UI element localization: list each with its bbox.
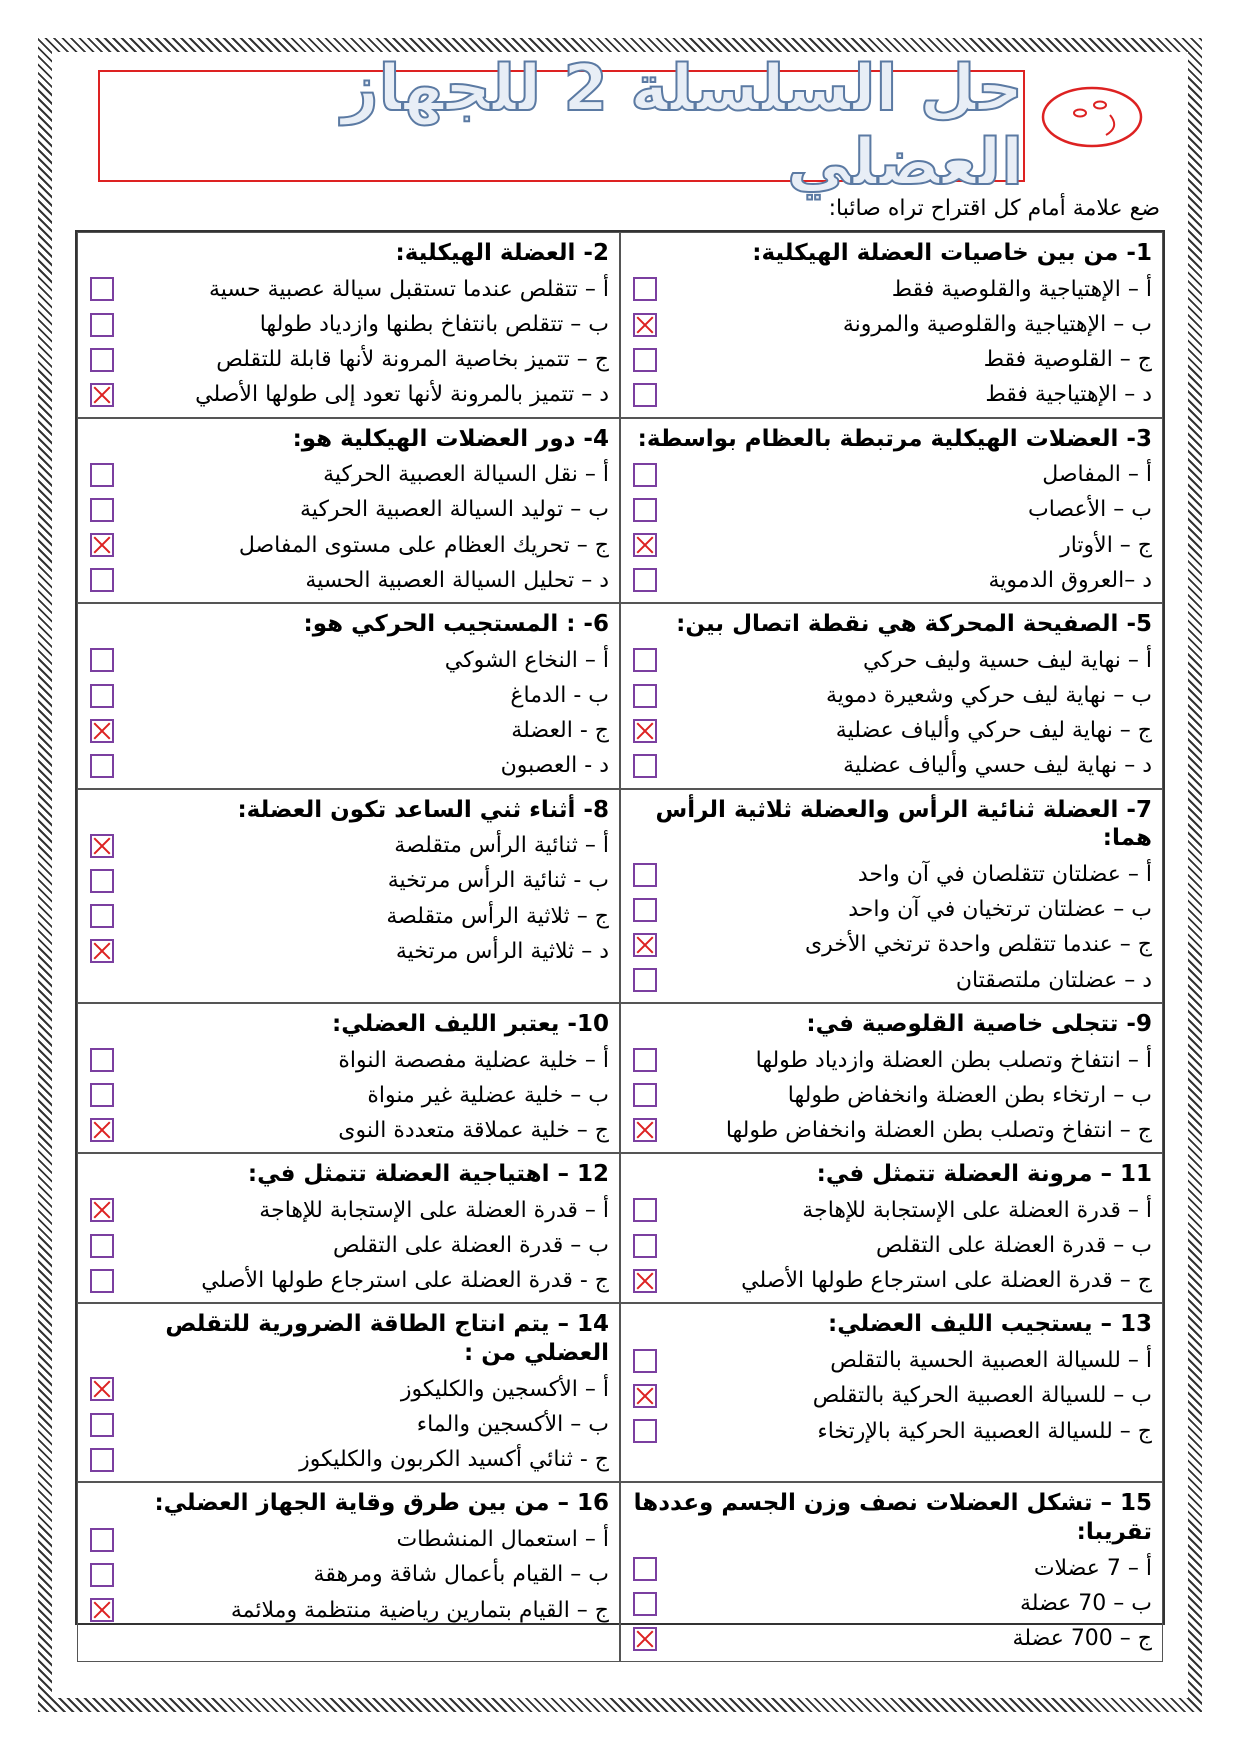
option-text: أ – الإهتياجية والقلوصية فقط bbox=[891, 276, 1152, 302]
checkbox[interactable] bbox=[90, 313, 114, 337]
checkbox[interactable] bbox=[633, 277, 657, 301]
title-box bbox=[98, 52, 1025, 200]
option-row bbox=[631, 528, 1152, 563]
checked-checkbox[interactable] bbox=[90, 1118, 114, 1142]
option-row bbox=[631, 563, 1152, 598]
checkbox[interactable] bbox=[90, 498, 114, 522]
option-text: أ – قدرة العضلة على الإستجابة للإهاجة bbox=[259, 1197, 609, 1223]
option-row bbox=[88, 457, 609, 492]
option-text: ج – ثلاثية الرأس متقلصة bbox=[386, 903, 609, 929]
checked-checkbox[interactable] bbox=[90, 1198, 114, 1222]
option-text: ب – تتقلص بانتفاخ بطنها وازدياد طولها bbox=[259, 311, 609, 337]
option-row bbox=[631, 857, 1152, 892]
option-text: أ – خلية عضلية مفصصة النواة bbox=[338, 1047, 609, 1073]
checked-checkbox[interactable] bbox=[90, 533, 114, 557]
question-text: 8- أثناء ثني الساعد تكون العضلة: bbox=[237, 796, 609, 823]
option-row bbox=[631, 457, 1152, 492]
checkbox[interactable] bbox=[90, 463, 114, 487]
option-text: ج – الأوتار bbox=[1060, 532, 1152, 558]
option-row bbox=[631, 1078, 1152, 1113]
question-cell bbox=[77, 1303, 620, 1482]
questions-grid bbox=[75, 230, 1165, 1652]
checkbox[interactable] bbox=[633, 1349, 657, 1373]
option-text: أ – المفاصل bbox=[1042, 462, 1152, 488]
option-row bbox=[88, 1522, 609, 1557]
option-text: ج – القلوصية فقط bbox=[983, 347, 1152, 373]
option-text: ب – 70 عضلة bbox=[1020, 1591, 1152, 1617]
option-row bbox=[631, 1193, 1152, 1228]
option-row bbox=[88, 1043, 609, 1078]
instruction-text: ضع علامة أمام كل اقتراح تراه صائبا: bbox=[828, 196, 1160, 221]
question-cell bbox=[620, 789, 1163, 1003]
option-text: ب – الإهتياجية والقلوصية والمرونة bbox=[842, 311, 1152, 337]
option-row bbox=[88, 643, 609, 678]
question-text: 6- : المستجيب الحركي هو: bbox=[303, 611, 609, 637]
option-text: ب – القيام بأعمال شاقة ومرهقة bbox=[313, 1562, 609, 1588]
option-row bbox=[88, 1407, 609, 1442]
checkbox[interactable] bbox=[633, 648, 657, 672]
option-row bbox=[88, 563, 609, 598]
option-row bbox=[631, 748, 1152, 783]
option-text: ب – قدرة العضلة على التقلص bbox=[332, 1233, 609, 1258]
option-text: ج – للسيالة العصبية الحركية بالإرتخاء bbox=[817, 1418, 1152, 1444]
option-row bbox=[88, 828, 609, 863]
option-row bbox=[631, 678, 1152, 713]
checkbox[interactable] bbox=[633, 968, 657, 992]
option-text: ب – الأعصاب bbox=[1028, 497, 1152, 523]
question-text: 5- الصفيحة المحركة هي نقطة اتصال بين: bbox=[676, 611, 1152, 637]
checked-checkbox[interactable] bbox=[633, 1384, 657, 1408]
option-text: د – تحليل السيالة العصبية الحسية bbox=[305, 567, 609, 593]
checkbox[interactable] bbox=[90, 869, 114, 893]
question-cell bbox=[77, 603, 620, 789]
question-cell bbox=[620, 603, 1163, 789]
checked-checkbox[interactable] bbox=[633, 1269, 657, 1293]
option-row bbox=[88, 1372, 609, 1407]
question-text: 2- العضلة الهيكلية: bbox=[395, 240, 609, 266]
option-row bbox=[631, 377, 1152, 412]
checkbox[interactable] bbox=[90, 1448, 114, 1472]
option-text: د – الإهتياجية فقط bbox=[985, 382, 1152, 408]
option-row bbox=[88, 1113, 609, 1148]
page-title: حل السلسلة 2 للجهاز العضلي bbox=[341, 52, 1023, 200]
option-row bbox=[88, 342, 609, 377]
option-text: د – عضلتان ملتصقتان bbox=[955, 967, 1152, 993]
option-text: أ – عضلتان تتقلصان في آن واحد bbox=[857, 862, 1152, 887]
checkbox[interactable] bbox=[90, 904, 114, 928]
question-text: 11 – مرونة العضلة تتمثل في: bbox=[816, 1161, 1152, 1188]
option-text: ب – خلية عضلية غير منواة bbox=[367, 1082, 609, 1108]
question-cell bbox=[620, 1003, 1163, 1153]
checkbox[interactable] bbox=[90, 648, 114, 672]
checked-checkbox[interactable] bbox=[90, 834, 114, 858]
option-row bbox=[88, 528, 609, 563]
checkbox[interactable] bbox=[90, 1528, 114, 1552]
question-cell bbox=[77, 1003, 620, 1153]
question-cell bbox=[620, 1153, 1163, 1303]
option-text: د – ثلاثية الرأس مرتخية bbox=[395, 938, 609, 964]
checkbox[interactable] bbox=[90, 348, 114, 372]
option-row bbox=[88, 1078, 609, 1113]
option-text: ب - الدماغ bbox=[510, 682, 609, 708]
checkbox[interactable] bbox=[633, 1557, 657, 1581]
option-row bbox=[631, 1586, 1152, 1621]
option-row bbox=[631, 1228, 1152, 1263]
checked-checkbox[interactable] bbox=[633, 313, 657, 337]
option-row bbox=[631, 1343, 1152, 1378]
question-text: 7- العضلة ثنائية الرأس والعضلة ثلاثية الرأس هما: bbox=[655, 796, 1152, 852]
question-cell bbox=[620, 1482, 1163, 1661]
option-row bbox=[88, 899, 609, 934]
option-row bbox=[631, 1113, 1152, 1148]
question-text: 14 – يتم انتاج الطاقة الضرورية للتقلص العضلي من : bbox=[165, 1311, 609, 1367]
question-text: 3- العضلات الهيكلية مرتبطة بالعظام بواسطة: bbox=[637, 425, 1152, 452]
option-row bbox=[631, 272, 1152, 307]
option-text: د – نهاية ليف حسي وألياف عضلية bbox=[843, 753, 1152, 779]
option-text: ب – الأكسجين والماء bbox=[416, 1412, 609, 1438]
checked-checkbox[interactable] bbox=[633, 719, 657, 743]
checkbox[interactable] bbox=[90, 1083, 114, 1107]
option-row bbox=[88, 272, 609, 307]
option-row bbox=[631, 1263, 1152, 1298]
option-text: ب – للسيالة العصبية الحركية بالتقلص bbox=[812, 1383, 1152, 1409]
option-text: ج – 700 عضلة bbox=[1012, 1626, 1152, 1652]
checked-checkbox[interactable] bbox=[633, 1118, 657, 1142]
question-text: 16 – من بين طرق وقاية الجهاز العضلي: bbox=[154, 1490, 609, 1517]
checkbox[interactable] bbox=[633, 348, 657, 372]
option-text: أ – قدرة العضلة على الإستجابة للإهاجة bbox=[802, 1197, 1152, 1223]
checkbox[interactable] bbox=[90, 1269, 114, 1293]
option-row bbox=[88, 1228, 609, 1263]
option-text: ب – نهاية ليف حركي وشعيرة دموية bbox=[825, 682, 1152, 708]
option-text: أ – 7 عضلات bbox=[1033, 1555, 1152, 1581]
option-row bbox=[88, 863, 609, 898]
option-row bbox=[631, 643, 1152, 678]
option-row bbox=[88, 377, 609, 412]
question-cell bbox=[620, 232, 1163, 418]
option-text: ب – توليد السيالة العصبية الحركية bbox=[300, 497, 609, 523]
checkbox[interactable] bbox=[633, 754, 657, 778]
checkbox[interactable] bbox=[90, 1563, 114, 1587]
option-row bbox=[88, 934, 609, 969]
checkbox[interactable] bbox=[633, 898, 657, 922]
option-text: ج – نهاية ليف حركي وألياف عضلية bbox=[835, 718, 1152, 744]
checkbox[interactable] bbox=[90, 568, 114, 592]
option-text: ج - قدرة العضلة على استرجاع طولها الأصلي bbox=[201, 1268, 609, 1294]
option-row bbox=[88, 1263, 609, 1298]
checkbox[interactable] bbox=[633, 498, 657, 522]
question-text: 12 – اهتياجية العضلة تتمثل في: bbox=[247, 1161, 609, 1188]
option-text: أ – استعمال المنشطات bbox=[396, 1527, 609, 1553]
option-text: ج – قدرة العضلة على استرجاع طولها الأصلي bbox=[741, 1268, 1152, 1294]
option-text: ب – ارتخاء بطن العضلة وانخفاض طولها bbox=[787, 1082, 1152, 1108]
checkbox[interactable] bbox=[633, 1083, 657, 1107]
checkbox[interactable] bbox=[633, 1198, 657, 1222]
checked-checkbox[interactable] bbox=[90, 719, 114, 743]
option-text: ج – انتفاخ وتصلب بطن العضلة وانخفاض طولها bbox=[725, 1117, 1152, 1143]
checkbox[interactable] bbox=[633, 568, 657, 592]
checkbox[interactable] bbox=[90, 1048, 114, 1072]
option-text: ب - ثنائية الرأس مرتخية bbox=[387, 868, 609, 894]
question-text: 1- من بين خاصيات العضلة الهيكلية: bbox=[752, 240, 1152, 266]
question-cell bbox=[77, 1153, 620, 1303]
checked-checkbox[interactable] bbox=[633, 933, 657, 957]
checkbox[interactable] bbox=[90, 1413, 114, 1437]
option-row bbox=[88, 1193, 609, 1228]
option-row bbox=[631, 1043, 1152, 1078]
checkbox[interactable] bbox=[633, 383, 657, 407]
option-row bbox=[631, 927, 1152, 962]
option-text: أ – انتفاخ وتصلب بطن العضلة وازدياد طولها bbox=[755, 1047, 1152, 1073]
checked-checkbox[interactable] bbox=[90, 939, 114, 963]
checkbox[interactable] bbox=[633, 463, 657, 487]
option-row bbox=[631, 892, 1152, 927]
option-text: ب – قدرة العضلة على التقلص bbox=[875, 1233, 1152, 1258]
question-text: 10- يعتبر الليف العضلي: bbox=[332, 1010, 609, 1037]
option-text: د - العصبون bbox=[500, 753, 609, 779]
option-row bbox=[631, 342, 1152, 377]
option-text: أ – نهاية ليف حسية وليف حركي bbox=[862, 647, 1152, 673]
option-text: د – تتميز بالمرونة لأنها تعود إلى طولها الأصلي bbox=[195, 382, 609, 408]
option-text: ج – تحريك العظام على مستوى المفاصل bbox=[238, 532, 609, 558]
checkbox[interactable] bbox=[633, 1419, 657, 1443]
option-text: ج - ثنائي أكسيد الكربون والكليكوز bbox=[299, 1447, 609, 1473]
option-row bbox=[88, 1593, 609, 1628]
option-text: أ – الأكسجين والكليكوز bbox=[400, 1376, 609, 1402]
question-cell bbox=[77, 232, 620, 418]
checkbox[interactable] bbox=[90, 1234, 114, 1258]
option-row bbox=[631, 963, 1152, 998]
checkbox[interactable] bbox=[90, 684, 114, 708]
option-text: أ – للسيالة العصبية الحسية بالتقلص bbox=[830, 1348, 1152, 1374]
option-text: ج – خلية عملاقة متعددة النوى bbox=[338, 1117, 609, 1143]
option-row bbox=[88, 748, 609, 783]
option-row bbox=[631, 1621, 1152, 1656]
question-cell bbox=[77, 789, 620, 1003]
checked-checkbox[interactable] bbox=[633, 533, 657, 557]
option-text: د –العروق الدموية bbox=[988, 567, 1152, 593]
option-row bbox=[88, 1557, 609, 1592]
option-row bbox=[631, 713, 1152, 748]
checked-checkbox[interactable] bbox=[90, 1598, 114, 1622]
option-text: أ – النخاع الشوكي bbox=[444, 647, 609, 673]
checkbox[interactable] bbox=[633, 1048, 657, 1072]
question-cell bbox=[620, 418, 1163, 604]
checked-checkbox[interactable] bbox=[90, 1377, 114, 1401]
question-text: 9- تتجلى خاصية القلوصية في: bbox=[806, 1010, 1152, 1037]
checkbox[interactable] bbox=[633, 1592, 657, 1616]
question-cell bbox=[77, 418, 620, 604]
option-row bbox=[88, 307, 609, 342]
checkbox[interactable] bbox=[633, 863, 657, 887]
question-cell bbox=[620, 1303, 1163, 1482]
question-cell bbox=[77, 1482, 620, 1661]
checkbox[interactable] bbox=[90, 277, 114, 301]
option-text: أ – ثنائية الرأس متقلصة bbox=[394, 833, 609, 859]
option-text: ب – عضلتان ترتخيان في آن واحد bbox=[848, 897, 1152, 923]
question-text: 4- دور العضلات الهيكلية هو: bbox=[292, 425, 609, 452]
option-row bbox=[88, 713, 609, 748]
option-row bbox=[88, 1442, 609, 1477]
option-row bbox=[631, 492, 1152, 527]
checkbox[interactable] bbox=[90, 754, 114, 778]
option-row bbox=[88, 492, 609, 527]
option-text: ج – عندما تتقلص واحدة ترتخي الأخرى bbox=[804, 932, 1152, 958]
option-text: ج – القيام بتمارين رياضية منتظمة وملائمة bbox=[230, 1597, 609, 1623]
checked-checkbox[interactable] bbox=[633, 1627, 657, 1651]
option-row bbox=[631, 1414, 1152, 1449]
option-text: ج - العضلة bbox=[511, 718, 609, 744]
option-row bbox=[631, 1378, 1152, 1413]
option-row bbox=[631, 1551, 1152, 1586]
option-text: ج – تتميز بخاصية المرونة لأنها قابلة للتقلص bbox=[216, 347, 609, 373]
option-text: أ – تتقلص عندما تستقبل سيالة عصبية حسية bbox=[208, 276, 609, 302]
question-text: 13 – يستجيب الليف العضلي: bbox=[828, 1311, 1152, 1338]
checkbox[interactable] bbox=[633, 1234, 657, 1258]
option-text: أ – نقل السيالة العصبية الحركية bbox=[323, 462, 609, 488]
checkbox[interactable] bbox=[633, 684, 657, 708]
smiley-icon bbox=[1040, 85, 1144, 149]
question-text: 15 – تشكل العضلات نصف وزن الجسم وعددها تقريبا: bbox=[633, 1490, 1152, 1546]
checked-checkbox[interactable] bbox=[90, 383, 114, 407]
option-row bbox=[88, 678, 609, 713]
option-row bbox=[631, 307, 1152, 342]
